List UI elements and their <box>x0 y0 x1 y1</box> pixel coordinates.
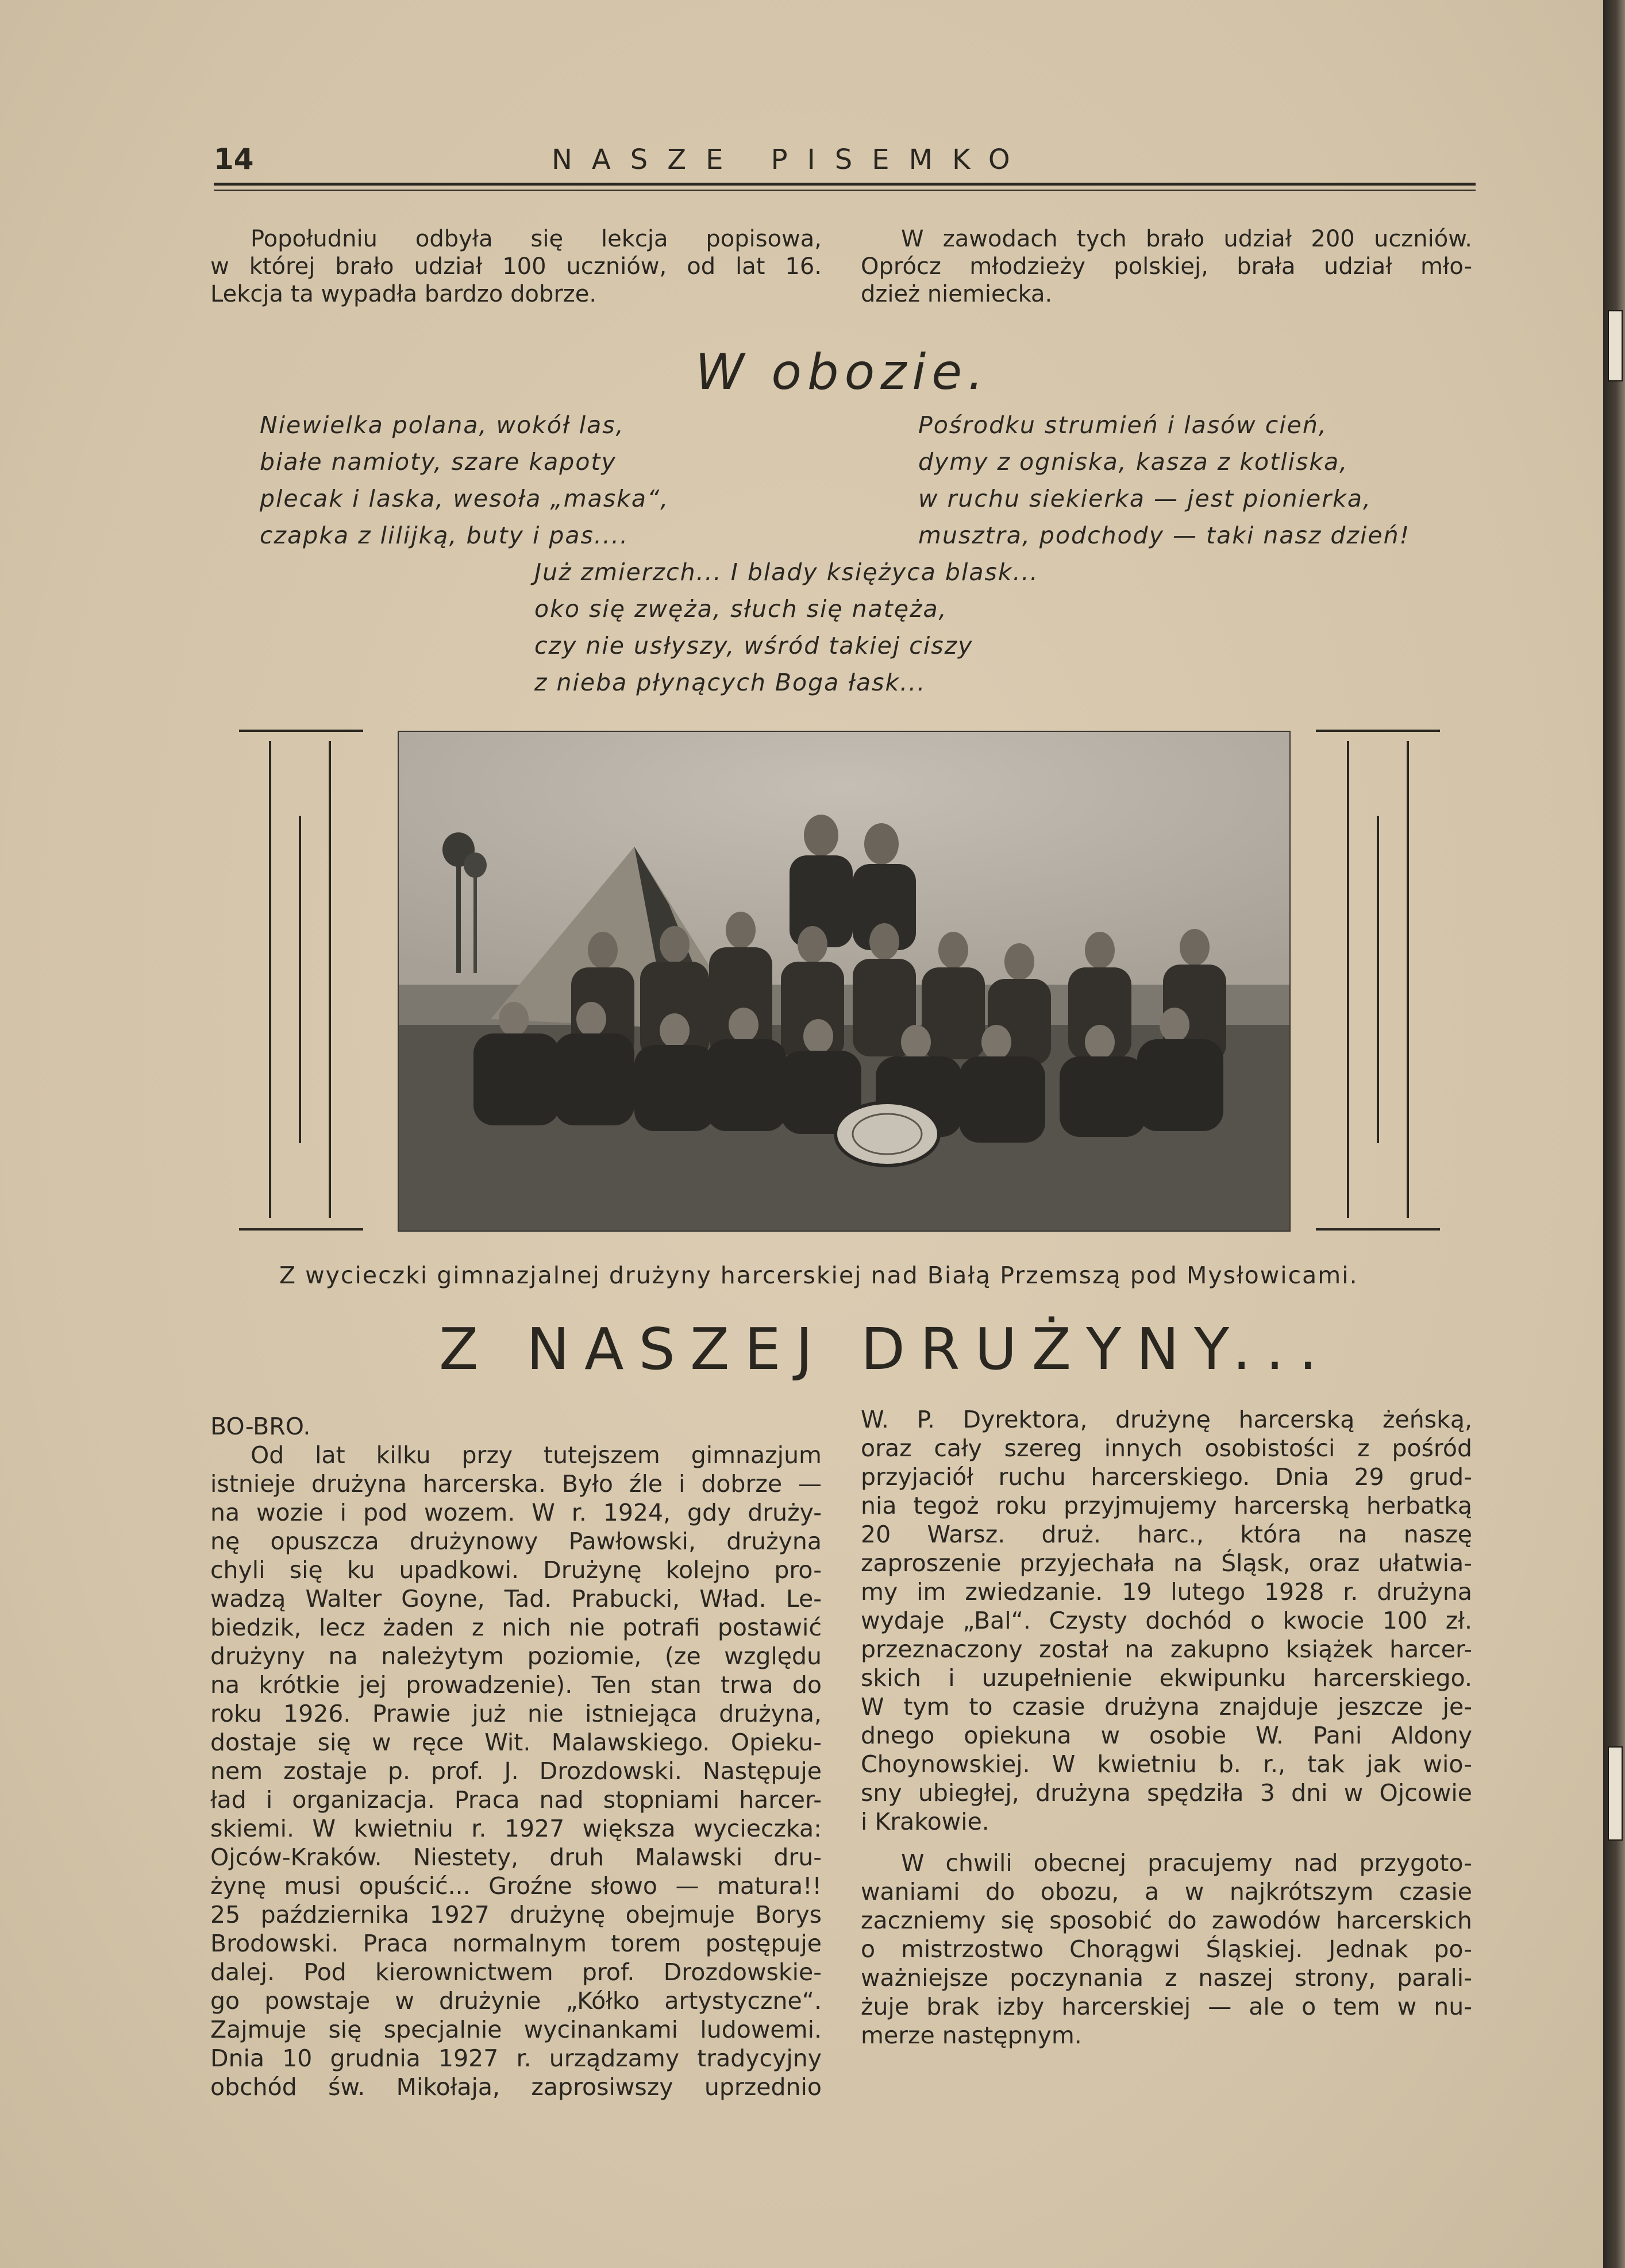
text-line: Od lat kilku przy tutejszem gimnazjum <box>251 1441 822 1469</box>
text-line: ważniejsze poczynania z naszej strony, parali- <box>861 1964 1472 1992</box>
page-number: 14 <box>214 142 254 176</box>
header-rule <box>214 183 1476 186</box>
poem-line: Pośrodku strumień i lasów cień, <box>918 411 1327 439</box>
poem-stanza-right <box>918 407 1410 554</box>
text-line: W chwili obecnej pracujemy nad przygoto- <box>901 1849 1472 1877</box>
binding-spine <box>1603 0 1625 2268</box>
text-line: żynę musi opuścić... Groźne słowo — matura!! <box>210 1872 822 1900</box>
text-line: sny ubiegłej, drużyna spędziła 3 dni w Ojcowie <box>861 1779 1472 1807</box>
header-rule-thin <box>214 190 1476 191</box>
text-line: dzież niemiecka. <box>861 281 1053 307</box>
text-line: chyli się ku upadkowi. Drużynę kolejno pro- <box>210 1556 822 1584</box>
text-line: zaproszenie przyjechała na Śląsk, oraz ułatwia- <box>861 1549 1472 1577</box>
text-line: 25 października 1927 drużynę obejmuje Borys <box>210 1901 822 1928</box>
poem-line: musztra, podchody — taki nasz dzień! <box>918 522 1411 549</box>
text-line: Brodowski. Praca normalnym torem postępuje <box>210 1930 822 1957</box>
frame-line <box>1316 1228 1440 1231</box>
text-line: przeznaczony został na zakupno książek harcer- <box>861 1636 1472 1663</box>
byline: BO-BRO. <box>210 1413 311 1440</box>
magazine-title: NASZE PISEMKO <box>552 144 1030 176</box>
text-line: Oprócz młodzieży polskiej, brała udział mło- <box>861 253 1472 280</box>
text-line: waniami do obozu, a w najkrótszym czasie <box>861 1878 1472 1906</box>
text-line: biedzik, lecz żaden z nich nie potrafi postawić <box>210 1614 822 1641</box>
poem-title: W obozie. <box>695 344 989 401</box>
text-line: Lekcja ta wypadła bardzo dobrze. <box>210 281 597 307</box>
text-line: istnieje drużyna harcerska. Było źle i dobrze — <box>210 1470 822 1498</box>
text-line: ład i organizacja. Praca nad stopniami harcer- <box>210 1786 822 1814</box>
article-right-column <box>861 1405 1472 2050</box>
text-line: nem zostaje p. prof. J. Drozdowski. Następuje <box>210 1757 822 1785</box>
poem-line: plecak i laska, wesoła „maska“, <box>260 485 669 512</box>
text-line: zaczniemy się sposobić do zawodów harcerskich <box>861 1907 1472 1934</box>
poem-line: z nieba płynących Boga łask... <box>534 669 926 696</box>
poem-line: oko się zwęża, słuch się natęża, <box>534 595 948 623</box>
frame-line <box>299 816 301 1143</box>
text-line: W. P. Dyrektora, drużynę harcerską żeńską, <box>861 1406 1472 1433</box>
text-line: i Krakowie. <box>861 1808 989 1835</box>
frame-line <box>239 1228 363 1231</box>
article-left-column <box>210 1412 822 2101</box>
text-line: Dnia 10 grudnia 1927 r. urządzamy tradycyjny <box>210 2045 822 2072</box>
text-line: żuje brak izby harcerskiej — ale o tem w nu- <box>861 1993 1472 2020</box>
text-line: dostaje się w ręce Wit. Malawskiego. Opieku- <box>210 1729 822 1756</box>
text-line: przyjaciół ruchu harcerskiego. Dnia 29 grud- <box>861 1463 1472 1491</box>
poem-line: czy nie usłyszy, wśród takiej ciszy <box>534 632 973 659</box>
section-title: Z NASZEJ DRUŻYNY... <box>439 1316 1333 1383</box>
text-line: drużyny na należytym poziomie, (ze względu <box>210 1642 822 1670</box>
poem-line: białe namioty, szare kapoty <box>260 448 617 476</box>
text-line: na krótkie jej prowadzenie). Ten stan trwa do <box>210 1671 822 1699</box>
poem-line: czapka z lilijką, buty i pas.... <box>260 522 629 549</box>
text-line: nę opuszcza drużynowy Pawłowski, drużyna <box>210 1528 822 1555</box>
text-line: my im zwiedzanie. 19 lutego 1928 r. drużyna <box>861 1578 1472 1606</box>
frame-line <box>239 730 363 732</box>
text-line: Zajmuje się specjalnie wycinankami ludowemi. <box>210 2016 822 2043</box>
text-line: wydaje „Bal“. Czysty dochód o kwocie 100 zł. <box>861 1607 1472 1634</box>
intro-left-paragraph <box>210 225 822 308</box>
frame-line <box>1316 730 1440 732</box>
text-line: obchód św. Mikołaja, zaprosiwszy uprzednio <box>210 2073 822 2101</box>
frame-line <box>329 741 331 1218</box>
text-line: nia tegoż roku przyjmujemy harcerską herbatką <box>861 1492 1472 1519</box>
binding-tab <box>1608 310 1623 381</box>
text-line: W tym to czasie drużyna znajduje jeszcze je- <box>861 1693 1472 1721</box>
text-line: w której brało udział 100 uczniów, od lat 16. <box>210 253 822 280</box>
scout-group-photo <box>398 731 1291 1232</box>
photo-caption: Z wycieczki gimnazjalnej drużyny harcerskiej nad Białą Przemszą pod Mysłowicami. <box>279 1262 1358 1289</box>
text-line: skich i uzupełnienie ekwipunku harcerskiego. <box>861 1664 1472 1692</box>
text-line: go powstaje w drużynie „Kółko artystyczne“. <box>210 1987 822 2015</box>
text-line: merze następnym. <box>861 2022 1082 2049</box>
text-line: 20 Warsz. druż. harc., która na naszę <box>861 1521 1472 1548</box>
intro-right-paragraph <box>861 225 1472 308</box>
text-line: Ojców-Kraków. Niestety, druh Malawski dru- <box>210 1843 822 1871</box>
text-line: dnego opiekuna w osobie W. Pani Aldony <box>861 1722 1472 1749</box>
poem-line: dymy z ogniska, kasza z kotliska, <box>918 448 1349 476</box>
frame-line <box>269 741 271 1218</box>
poem-line: Już zmierzch... I blady księżyca blask... <box>534 558 1039 586</box>
text-line: dalej. Pod kierownictwem prof. Drozdowskie- <box>210 1958 822 1986</box>
photo-illustration <box>399 732 1289 1231</box>
poem-stanza-left <box>260 407 669 554</box>
poem-stanza-center <box>534 554 1039 701</box>
frame-line <box>1407 741 1409 1218</box>
text-line: oraz cały szereg innych osobistości z pośród <box>861 1434 1472 1462</box>
binding-tab <box>1608 1746 1623 1841</box>
text-line: Choynowskiej. W kwietniu b. r., tak jak wio- <box>861 1750 1472 1778</box>
text-line: na wozie i pod wozem. W r. 1924, gdy druży- <box>210 1499 822 1526</box>
text-line: o mistrzostwo Chorągwi Śląskiej. Jednak po- <box>861 1935 1472 1963</box>
text-line: roku 1926. Prawie już nie istniejąca drużyna, <box>210 1700 822 1727</box>
text-line: Popołudniu odbyła się lekcja popisowa, <box>251 226 822 252</box>
frame-line <box>1377 816 1379 1143</box>
text-line: W zawodach tych brało udział 200 uczniów. <box>901 226 1472 252</box>
poem-line: Niewielka polana, wokół las, <box>260 411 625 439</box>
text-line: wadzą Walter Goyne, Tad. Prabucki, Wład. Le- <box>210 1585 822 1613</box>
frame-line <box>1347 741 1349 1218</box>
text-line: skiemi. W kwietniu r. 1927 większa wycieczka: <box>210 1815 822 1842</box>
poem-line: w ruchu siekierka — jest pionierka, <box>918 485 1372 512</box>
